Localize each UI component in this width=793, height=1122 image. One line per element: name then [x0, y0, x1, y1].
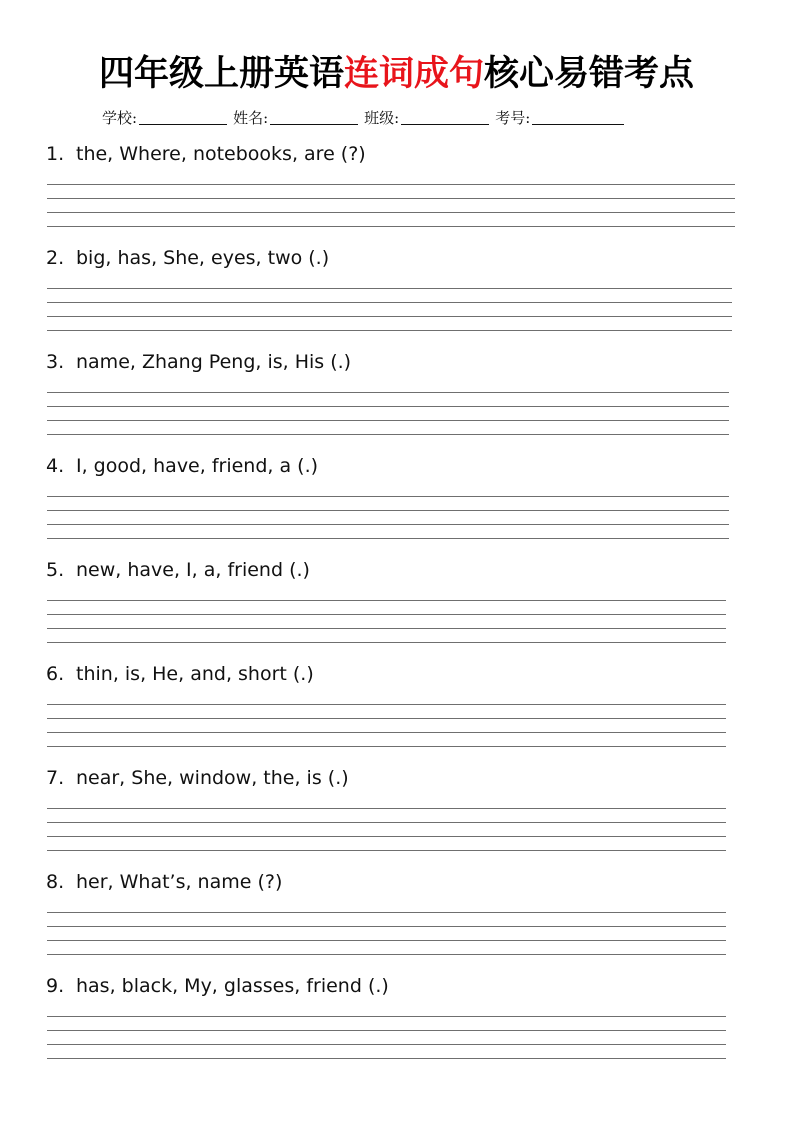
- writing-line: [47, 718, 726, 719]
- writing-line: [47, 628, 726, 629]
- question-words: name, Zhang Peng, is, His (.): [76, 351, 352, 373]
- question-6: [46, 662, 314, 686]
- question-1: [46, 142, 366, 166]
- question-5: [46, 558, 310, 582]
- worksheet-title: [0, 50, 793, 98]
- question-words: I, good, have, friend, a (.): [76, 455, 319, 477]
- question-words: has, black, My, glasses, friend (.): [76, 975, 389, 997]
- writing-line: [47, 704, 726, 705]
- writing-line: [47, 330, 732, 331]
- name-label: 姓名:: [233, 109, 269, 127]
- question-number: 4.: [46, 455, 65, 477]
- question-number: 8.: [46, 871, 65, 893]
- question-number: 6.: [46, 663, 65, 685]
- class-blank[interactable]: [401, 123, 489, 125]
- writing-line: [47, 184, 735, 185]
- writing-line: [47, 808, 726, 809]
- writing-line: [47, 538, 729, 539]
- question-number: 1.: [46, 143, 65, 165]
- writing-line: [47, 836, 726, 837]
- writing-line: [47, 226, 735, 227]
- writing-line: [47, 1016, 726, 1017]
- writing-line: [47, 496, 729, 497]
- question-7: [46, 766, 349, 790]
- question-number: 5.: [46, 559, 65, 581]
- writing-line: [47, 510, 729, 511]
- writing-line: [47, 1030, 726, 1031]
- writing-line: [47, 850, 726, 851]
- writing-line: [47, 926, 726, 927]
- writing-line: [47, 600, 726, 601]
- student-info-row: [102, 104, 630, 128]
- question-number: 2.: [46, 247, 65, 269]
- question-number: 7.: [46, 767, 65, 789]
- writing-line: [47, 1044, 726, 1045]
- question-9: [46, 974, 389, 998]
- writing-line: [47, 912, 726, 913]
- writing-line: [47, 434, 729, 435]
- title-highlight: 连词成句: [343, 54, 484, 94]
- writing-line: [47, 302, 732, 303]
- school-label: 学校:: [102, 109, 138, 127]
- writing-line: [47, 288, 732, 289]
- question-words: thin, is, He, and, short (.): [76, 663, 314, 685]
- writing-line: [47, 746, 726, 747]
- question-3: [46, 350, 351, 374]
- school-blank[interactable]: [139, 123, 227, 125]
- writing-line: [47, 732, 726, 733]
- question-words: near, She, window, the, is (.): [76, 767, 349, 789]
- writing-line: [47, 406, 729, 407]
- writing-line: [47, 420, 729, 421]
- question-2: [46, 246, 329, 270]
- title-part-2: 核心易错考点: [484, 54, 695, 94]
- writing-line: [47, 316, 732, 317]
- writing-line: [47, 1058, 726, 1059]
- writing-line: [47, 822, 726, 823]
- question-number: 3.: [46, 351, 65, 373]
- exam-number-blank[interactable]: [532, 123, 624, 125]
- writing-line: [47, 614, 726, 615]
- question-words: big, has, She, eyes, two (.): [76, 247, 330, 269]
- question-words: her, What’s, name (?): [76, 871, 283, 893]
- writing-line: [47, 954, 726, 955]
- exam-number-label: 考号:: [495, 109, 531, 127]
- writing-line: [47, 212, 735, 213]
- writing-line: [47, 198, 735, 199]
- name-blank[interactable]: [270, 123, 358, 125]
- title-part-1: 四年级上册英语: [98, 54, 344, 94]
- question-8: [46, 870, 282, 894]
- name-field: [233, 107, 358, 128]
- question-words: new, have, I, a, friend (.): [76, 559, 310, 581]
- question-words: the, Where, notebooks, are (?): [76, 143, 366, 165]
- writing-line: [47, 392, 729, 393]
- exam-number-field: [495, 107, 624, 128]
- writing-line: [47, 940, 726, 941]
- class-label: 班级:: [364, 109, 400, 127]
- writing-line: [47, 642, 726, 643]
- question-number: 9.: [46, 975, 65, 997]
- question-4: [46, 454, 318, 478]
- class-field: [364, 107, 489, 128]
- writing-line: [47, 524, 729, 525]
- school-field: [102, 107, 227, 128]
